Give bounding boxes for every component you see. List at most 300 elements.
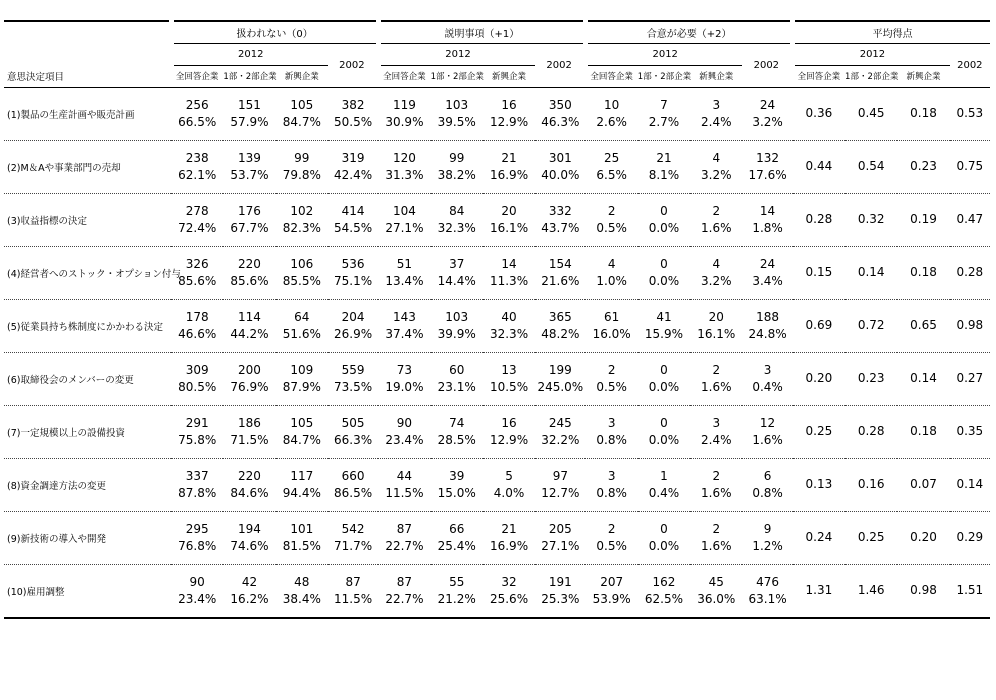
percent-value: 85.5% <box>282 273 321 288</box>
count-value: 21 <box>501 521 517 536</box>
average-score-cell: 0.13 <box>793 458 845 511</box>
count-percent-cell <box>535 246 585 299</box>
count-value: 1 <box>660 468 668 483</box>
row-label: (1)製品の生産計画や販売計画 <box>4 87 171 140</box>
count-value: 20 <box>501 203 517 218</box>
count-value: 60 <box>449 362 465 377</box>
count-value: 64 <box>294 309 310 324</box>
count-percent-cell <box>328 193 378 246</box>
count-value: 12 <box>759 415 776 430</box>
count-value: 90 <box>189 574 205 589</box>
count-percent-cell <box>690 405 742 458</box>
count-value: 2 <box>607 203 616 218</box>
count-percent-cell <box>276 458 328 511</box>
count-percent-cell <box>378 405 430 458</box>
percent-value: 71.7% <box>334 538 373 553</box>
count-value: 0 <box>660 521 668 536</box>
average-score-cell: 0.14 <box>897 352 949 405</box>
count-value: 87 <box>345 574 361 589</box>
count-value: 61 <box>604 309 620 324</box>
count-percent-cell <box>483 246 535 299</box>
count-value: 84 <box>449 203 465 218</box>
percent-value: 74.6% <box>230 538 269 553</box>
count-percent-cell <box>638 246 690 299</box>
table-row <box>4 564 990 618</box>
table-row <box>4 511 990 564</box>
count-percent-cell <box>328 564 378 618</box>
group-header-average-score: 平均得点 <box>793 21 990 43</box>
count-percent-cell <box>378 193 430 246</box>
percent-value: 73.5% <box>334 379 373 394</box>
percent-value: 27.1% <box>385 220 424 235</box>
count-value: 87 <box>396 574 413 589</box>
count-percent-cell <box>638 458 690 511</box>
percent-value: 0.0% <box>648 273 680 288</box>
count-percent-cell <box>276 140 328 193</box>
count-percent-cell <box>276 511 328 564</box>
count-percent-cell <box>535 511 585 564</box>
count-percent-cell <box>378 352 430 405</box>
percent-value: 46.6% <box>178 326 217 341</box>
count-value: 42 <box>241 574 258 589</box>
percent-value: 0.0% <box>648 432 680 447</box>
count-percent-cell <box>431 405 483 458</box>
percent-value: 0.4% <box>752 379 783 394</box>
average-score-cell: 0.07 <box>897 458 949 511</box>
count-percent-cell <box>223 87 275 140</box>
group-header-explanation: 説明事項（+1） <box>378 21 585 43</box>
count-value: 105 <box>290 97 314 112</box>
percent-value: 51.6% <box>282 326 321 341</box>
count-value: 51 <box>396 256 413 271</box>
count-value: 382 <box>341 97 365 112</box>
count-percent-cell <box>276 299 328 352</box>
year-2002-header: 2002 <box>535 43 585 87</box>
percent-value: 38.4% <box>282 591 321 606</box>
percent-value: 54.5% <box>334 220 373 235</box>
percent-value: 79.8% <box>282 167 321 182</box>
percent-value: 39.9% <box>437 326 476 341</box>
count-percent-cell <box>535 87 585 140</box>
percent-value: 19.0% <box>385 379 424 394</box>
count-value: 10 <box>604 97 620 112</box>
count-value: 3 <box>607 415 616 430</box>
percent-value: 62.1% <box>178 167 217 182</box>
percent-value: 40.0% <box>541 167 580 182</box>
count-value: 194 <box>238 521 261 536</box>
count-percent-cell <box>638 193 690 246</box>
count-value: 199 <box>548 362 572 377</box>
percent-value: 0.5% <box>596 379 627 394</box>
count-value: 24 <box>759 256 776 271</box>
count-percent-cell <box>276 246 328 299</box>
percent-value: 21.2% <box>437 591 476 606</box>
count-percent-cell <box>328 87 378 140</box>
corner-cell <box>4 21 171 43</box>
count-percent-cell <box>535 405 585 458</box>
count-percent-cell <box>535 458 585 511</box>
average-score-cell: 0.24 <box>793 511 845 564</box>
count-value: 5 <box>505 468 513 483</box>
item-column-header: 意思決定項目 <box>7 71 65 83</box>
count-percent-cell <box>690 140 742 193</box>
count-value: 74 <box>449 415 465 430</box>
percent-value: 84.7% <box>282 114 321 129</box>
percent-value: 2.4% <box>701 432 732 447</box>
count-value: 220 <box>238 468 261 483</box>
percent-value: 50.5% <box>334 114 373 129</box>
count-value: 41 <box>656 309 672 324</box>
percent-value: 3.2% <box>752 114 783 129</box>
count-value: 119 <box>392 97 416 112</box>
year-2002-header: 2002 <box>742 43 792 87</box>
count-percent-cell <box>223 193 275 246</box>
row-label: (4)経営者へのストック・オプション付与 <box>4 246 171 299</box>
count-value: 200 <box>238 362 261 377</box>
count-value: 21 <box>501 150 517 165</box>
year-2012-header: 2012 <box>171 43 328 65</box>
count-percent-cell <box>378 511 430 564</box>
count-percent-cell <box>431 87 483 140</box>
count-value: 278 <box>185 203 209 218</box>
percent-value: 63.1% <box>748 591 787 606</box>
group-header-not-handled: 扱われない（0） <box>171 21 378 43</box>
count-value: 151 <box>238 97 261 112</box>
percent-value: 76.8% <box>178 538 217 553</box>
row-label: (5)従業員持ち株制度にかかわる決定 <box>4 299 171 352</box>
count-percent-cell <box>223 511 275 564</box>
percent-value: 1.8% <box>752 220 783 235</box>
count-value: 106 <box>290 256 314 271</box>
count-value: 139 <box>238 150 261 165</box>
percent-value: 0.0% <box>648 220 680 235</box>
average-score-cell: 0.23 <box>845 352 897 405</box>
count-percent-cell <box>171 87 223 140</box>
count-percent-cell <box>431 511 483 564</box>
count-percent-cell <box>742 458 792 511</box>
percent-value: 85.6% <box>178 273 217 288</box>
percent-value: 1.0% <box>596 273 627 288</box>
table-row <box>4 87 990 140</box>
count-percent-cell <box>483 299 535 352</box>
sub-header-listed: 1部・2部企業 <box>430 72 484 82</box>
average-score-cell: 0.53 <box>950 87 990 140</box>
count-percent-cell <box>690 458 742 511</box>
count-percent-cell <box>171 140 223 193</box>
row-label: (7)一定規模以上の設備投資 <box>4 405 171 458</box>
count-value: 660 <box>341 468 365 483</box>
count-value: 105 <box>290 415 314 430</box>
percent-value: 25.4% <box>437 538 476 553</box>
table-row <box>4 246 990 299</box>
count-value: 536 <box>341 256 365 271</box>
group-header-agreement: 合意が必要（+2） <box>585 21 792 43</box>
count-percent-cell <box>276 405 328 458</box>
count-percent-cell <box>742 140 792 193</box>
percent-value: 1.6% <box>701 485 732 500</box>
average-score-cell: 1.51 <box>950 564 990 618</box>
average-score-cell: 0.98 <box>950 299 990 352</box>
sub-header-emerging: 新興企業 <box>906 72 941 82</box>
count-value: 132 <box>756 150 780 165</box>
year-2002-header: 2002 <box>950 43 990 87</box>
count-value: 4 <box>712 150 721 165</box>
percent-value: 67.7% <box>230 220 269 235</box>
percent-value: 11.5% <box>334 591 373 606</box>
percent-value: 0.5% <box>596 538 627 553</box>
average-score-cell: 0.18 <box>897 246 949 299</box>
percent-value: 43.7% <box>541 220 580 235</box>
count-value: 245 <box>548 415 572 430</box>
average-score-cell: 0.36 <box>793 87 845 140</box>
percent-value: 12.9% <box>489 432 529 447</box>
count-value: 505 <box>341 415 365 430</box>
percent-value: 17.6% <box>748 167 787 182</box>
count-value: 3 <box>712 415 721 430</box>
sub-header-listed: 1部・2部企業 <box>637 72 692 82</box>
count-value: 365 <box>548 309 572 324</box>
average-score-cell: 0.20 <box>793 352 845 405</box>
table-row <box>4 193 990 246</box>
percent-value: 4.0% <box>493 485 525 500</box>
average-score-cell: 0.54 <box>845 140 897 193</box>
percent-value: 30.9% <box>385 114 424 129</box>
count-value: 16 <box>501 415 517 430</box>
percent-value: 2.4% <box>701 114 732 129</box>
average-score-cell: 0.35 <box>950 405 990 458</box>
row-label: (2)M＆Aや事業部門の売却 <box>4 140 171 193</box>
count-value: 326 <box>185 256 209 271</box>
count-value: 103 <box>445 309 469 324</box>
sub-header-all: 全回答企業 <box>383 72 426 82</box>
count-percent-cell <box>585 564 637 618</box>
count-percent-cell <box>223 352 275 405</box>
count-percent-cell <box>585 140 637 193</box>
count-percent-cell <box>535 193 585 246</box>
count-percent-cell <box>328 352 378 405</box>
percent-value: 46.3% <box>541 114 580 129</box>
count-percent-cell <box>171 405 223 458</box>
count-percent-cell <box>328 246 378 299</box>
row-label: (8)資金調達方法の変更 <box>4 458 171 511</box>
sub-header-listed: 1部・2部企業 <box>223 72 277 82</box>
count-value: 73 <box>396 362 413 377</box>
percent-value: 80.5% <box>178 379 217 394</box>
sub-header-emerging: 新興企業 <box>699 72 734 82</box>
count-percent-cell <box>431 352 483 405</box>
count-value: 14 <box>759 203 776 218</box>
percent-value: 38.2% <box>437 167 476 182</box>
count-value: 256 <box>185 97 209 112</box>
percent-value: 11.3% <box>489 273 529 288</box>
percent-value: 32.2% <box>541 432 580 447</box>
count-percent-cell <box>171 511 223 564</box>
average-score-cell: 0.27 <box>950 352 990 405</box>
count-percent-cell <box>378 458 430 511</box>
percent-value: 6.5% <box>596 167 627 182</box>
year-2002-header: 2002 <box>328 43 378 87</box>
average-score-cell: 0.23 <box>897 140 949 193</box>
table-row <box>4 140 990 193</box>
count-value: 6 <box>763 468 772 483</box>
percent-value: 42.4% <box>334 167 373 182</box>
percent-value: 57.9% <box>230 114 269 129</box>
count-percent-cell <box>378 564 430 618</box>
count-percent-cell <box>483 405 535 458</box>
count-value: 3 <box>763 362 772 377</box>
count-value: 0 <box>660 203 668 218</box>
count-value: 542 <box>341 521 365 536</box>
count-percent-cell <box>483 193 535 246</box>
count-value: 220 <box>238 256 261 271</box>
count-percent-cell <box>276 193 328 246</box>
count-value: 37 <box>449 256 465 271</box>
count-percent-cell <box>742 511 792 564</box>
count-percent-cell <box>328 405 378 458</box>
percent-value: 32.3% <box>489 326 529 341</box>
count-percent-cell <box>171 564 223 618</box>
count-percent-cell <box>223 140 275 193</box>
count-percent-cell <box>742 299 792 352</box>
count-percent-cell <box>483 352 535 405</box>
percent-value: 0.5% <box>596 220 627 235</box>
average-score-cell: 0.32 <box>845 193 897 246</box>
average-score-cell: 0.14 <box>845 246 897 299</box>
count-value: 117 <box>290 468 314 483</box>
count-value: 309 <box>185 362 209 377</box>
count-percent-cell <box>378 87 430 140</box>
count-percent-cell <box>223 458 275 511</box>
average-score-cell: 0.47 <box>950 193 990 246</box>
percent-value: 36.0% <box>697 591 736 606</box>
percent-value: 3.4% <box>752 273 783 288</box>
sub-header-emerging: 新興企業 <box>492 72 527 82</box>
percent-value: 16.1% <box>489 220 529 235</box>
count-percent-cell <box>742 352 792 405</box>
count-value: 2 <box>607 521 616 536</box>
count-value: 99 <box>294 150 310 165</box>
count-percent-cell <box>328 140 378 193</box>
count-percent-cell <box>171 299 223 352</box>
row-label: (3)収益指標の決定 <box>4 193 171 246</box>
percent-value: 1.6% <box>752 432 783 447</box>
count-value: 2 <box>712 468 721 483</box>
count-percent-cell <box>585 458 637 511</box>
count-percent-cell <box>483 564 535 618</box>
count-percent-cell <box>431 246 483 299</box>
average-score-cell: 1.46 <box>845 564 897 618</box>
count-value: 176 <box>238 203 261 218</box>
average-score-cell: 0.69 <box>793 299 845 352</box>
count-percent-cell <box>690 299 742 352</box>
percent-value: 16.2% <box>230 591 269 606</box>
count-value: 90 <box>396 415 413 430</box>
percent-value: 84.7% <box>282 432 321 447</box>
percent-value: 66.5% <box>178 114 217 129</box>
count-percent-cell <box>483 511 535 564</box>
percent-value: 15.9% <box>644 326 684 341</box>
count-value: 154 <box>548 256 572 271</box>
average-score-cell: 0.18 <box>897 87 949 140</box>
percent-value: 26.9% <box>334 326 373 341</box>
average-score-cell: 0.98 <box>897 564 949 618</box>
average-score-cell: 0.15 <box>793 246 845 299</box>
percent-value: 16.0% <box>592 326 631 341</box>
percent-value: 2.7% <box>648 114 680 129</box>
percent-value: 3.2% <box>701 167 732 182</box>
count-percent-cell <box>638 87 690 140</box>
count-value: 0 <box>660 415 668 430</box>
count-percent-cell <box>276 352 328 405</box>
percent-value: 15.0% <box>437 485 476 500</box>
average-score-cell: 0.29 <box>950 511 990 564</box>
count-value: 2 <box>607 362 616 377</box>
percent-value: 12.7% <box>541 485 580 500</box>
average-score-cell: 0.75 <box>950 140 990 193</box>
count-value: 188 <box>756 309 780 324</box>
count-percent-cell <box>535 299 585 352</box>
count-value: 2 <box>712 521 721 536</box>
count-value: 337 <box>185 468 209 483</box>
count-value: 120 <box>392 150 416 165</box>
percent-value: 44.2% <box>230 326 269 341</box>
average-score-cell: 0.65 <box>897 299 949 352</box>
count-value: 143 <box>392 309 416 324</box>
percent-value: 87.8% <box>178 485 217 500</box>
count-value: 3 <box>607 468 616 483</box>
count-value: 162 <box>652 574 676 589</box>
percent-value: 48.2% <box>541 326 580 341</box>
count-percent-cell <box>585 405 637 458</box>
table-row <box>4 299 990 352</box>
count-percent-cell <box>431 193 483 246</box>
percent-value: 53.9% <box>592 591 631 606</box>
sub-header-listed: 1部・2部企業 <box>845 72 899 82</box>
percent-value: 81.5% <box>282 538 321 553</box>
count-value: 205 <box>548 521 572 536</box>
count-value: 295 <box>185 521 209 536</box>
sub-header-emerging: 新興企業 <box>284 72 319 82</box>
count-percent-cell <box>535 352 585 405</box>
decision-items-table <box>4 20 990 619</box>
average-score-cell: 0.28 <box>950 246 990 299</box>
percent-value: 16.9% <box>489 538 529 553</box>
count-percent-cell <box>171 352 223 405</box>
average-score-cell: 1.31 <box>793 564 845 618</box>
count-percent-cell <box>431 458 483 511</box>
table-row <box>4 458 990 511</box>
count-percent-cell <box>690 193 742 246</box>
count-value: 25 <box>604 150 620 165</box>
count-percent-cell <box>638 352 690 405</box>
count-percent-cell <box>378 140 430 193</box>
sub-header-all: 全回答企業 <box>175 72 219 82</box>
count-percent-cell <box>223 299 275 352</box>
sub-header-all: 全回答企業 <box>590 72 633 82</box>
count-value: 291 <box>185 415 209 430</box>
count-percent-cell <box>483 87 535 140</box>
percent-value: 0.4% <box>648 485 680 500</box>
count-value: 414 <box>341 203 365 218</box>
count-value: 103 <box>445 97 469 112</box>
percent-value: 87.9% <box>282 379 321 394</box>
count-value: 4 <box>607 256 616 271</box>
count-value: 178 <box>185 309 209 324</box>
count-value: 87 <box>396 521 413 536</box>
table-row <box>4 352 990 405</box>
percent-value: 75.1% <box>334 273 373 288</box>
count-value: 21 <box>656 150 672 165</box>
